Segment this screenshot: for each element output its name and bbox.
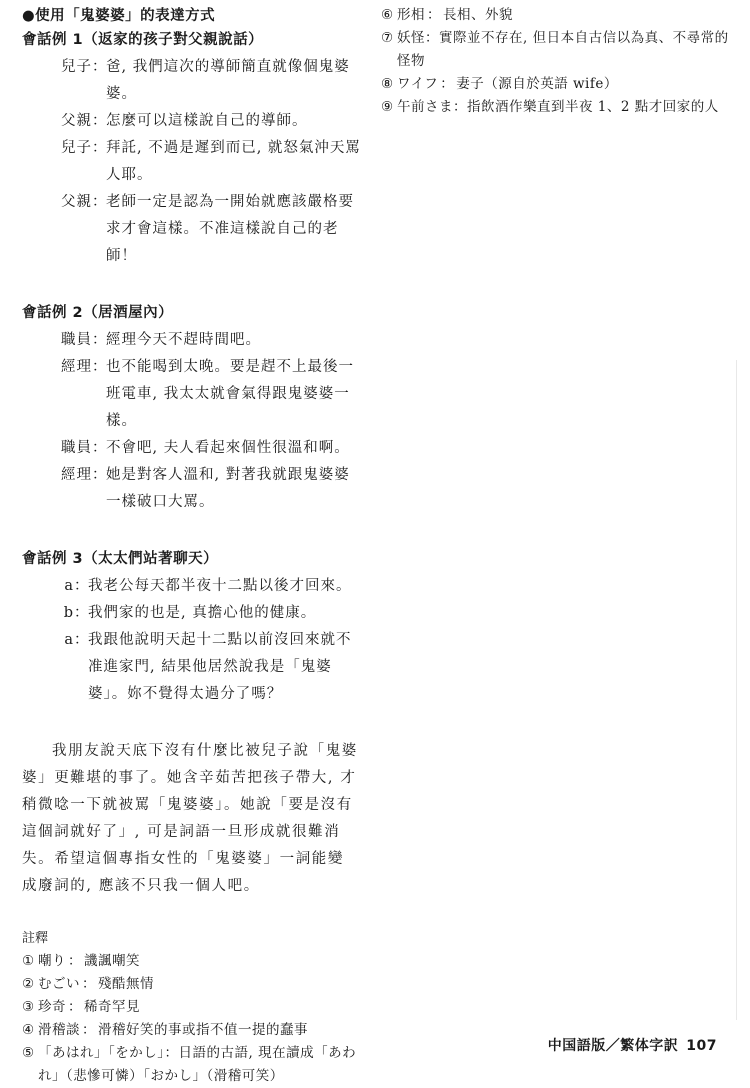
speaker: a <box>64 632 74 648</box>
note-definition: 譏諷嘲笑 <box>84 953 140 969</box>
colon: ： <box>92 140 108 156</box>
note-separator: ： <box>427 7 441 23</box>
utterance: 我老公每天都半夜十二點以後才回來。 <box>88 578 352 594</box>
notes-title: 註釋 <box>22 931 49 946</box>
example-2-dialogue <box>22 327 362 516</box>
note-item <box>381 73 731 96</box>
utterance: 我們家的也是, 真擔心他的健康。 <box>88 605 317 621</box>
note-number: ④ <box>22 1022 35 1038</box>
dialogue-line <box>22 462 362 516</box>
note-number: ③ <box>22 999 35 1015</box>
note-number: ⑥ <box>381 7 394 23</box>
speaker: 職員 <box>61 440 92 456</box>
note-term: 形相 <box>397 7 425 23</box>
utterance: 爸, 我們這次的導師簡直就像個鬼婆婆。 <box>106 59 350 102</box>
footer-label: 中国語版／繁体字訳 <box>547 1038 679 1054</box>
note-separator: ： <box>68 999 82 1015</box>
speaker: 經理 <box>61 359 92 375</box>
example-1-title: 會話例 1（返家的孩子對父親說話） <box>22 32 264 48</box>
utterance: 不會吧, 夫人看起來個性很溫和啊。 <box>106 440 350 456</box>
colon: ： <box>92 59 108 75</box>
example-2-title: 會話例 2（居酒屋內） <box>22 305 174 321</box>
note-number: ⑤ <box>22 1045 35 1061</box>
example-3-title: 會話例 3（太太們站著聊天） <box>22 551 219 567</box>
note-number: ② <box>22 976 35 992</box>
dialogue-line <box>22 327 362 354</box>
note-item <box>381 4 731 27</box>
speaker: 兒子 <box>61 59 92 75</box>
speaker: a <box>64 578 74 594</box>
colon: ： <box>74 632 90 648</box>
note-definition-block <box>397 27 731 73</box>
note-separator: ： <box>425 30 439 46</box>
page-footer <box>548 1035 717 1055</box>
speaker: 兒子 <box>61 140 92 156</box>
colon: ： <box>92 467 108 483</box>
speaker: 父親 <box>61 194 92 210</box>
page-number: 107 <box>686 1038 717 1054</box>
colon: ： <box>92 113 108 129</box>
colon: ： <box>92 359 108 375</box>
note-definition: 日語的古語, 現在讀成「あわれ」（悲慘可憐）「おかし」（滑稽可笑） <box>38 1045 357 1084</box>
right-column <box>381 4 731 119</box>
utterance: 怎麼可以這樣說自己的導師。 <box>106 113 308 129</box>
notes-list-right <box>381 4 731 119</box>
utterance: 她是對客人溫和, 對著我就跟鬼婆婆一樣破口大罵。 <box>106 467 350 510</box>
speaker: 父親 <box>61 113 92 129</box>
note-term: 午前さま <box>397 99 453 115</box>
note-term: ワイフ <box>397 76 439 92</box>
utterance: 老師一定是認為一開始就應該嚴格要求才會這樣。不准這樣說自己的老師！ <box>106 194 354 264</box>
note-term: 「あはれ」「をかし」 <box>38 1045 165 1061</box>
note-definition: 妻子（源自於英語 wife） <box>456 76 618 92</box>
left-column <box>22 4 362 1088</box>
note-item <box>381 27 731 73</box>
usage-heading: ●使用「鬼婆婆」的表達方式 <box>22 8 216 24</box>
note-separator: ： <box>68 953 82 969</box>
dialogue-line <box>22 135 362 189</box>
note-term: 滑稽談 <box>38 1022 80 1038</box>
dialogue-line <box>22 108 362 135</box>
note-number: ① <box>22 953 35 969</box>
example-3-dialogue <box>22 573 362 708</box>
note-separator: ： <box>82 1022 96 1038</box>
note-number: ⑦ <box>381 30 394 46</box>
note-item <box>22 950 362 973</box>
note-number: ⑨ <box>381 99 394 115</box>
note-item <box>381 96 731 119</box>
colon: ： <box>92 440 108 456</box>
note-separator: ： <box>453 99 467 115</box>
dialogue-line <box>22 627 362 708</box>
scan-line <box>736 360 737 1020</box>
note-definition: 滑稽好笑的事或指不值一提的蠢事 <box>98 1022 308 1038</box>
note-definition-block <box>397 96 731 119</box>
dialogue-line <box>22 600 362 627</box>
note-separator: ： <box>82 976 96 992</box>
speaker: 職員 <box>61 332 92 348</box>
note-term: 妖怪 <box>397 30 425 46</box>
body-paragraph: 我朋友說天底下沒有什麼比被兒子說「鬼婆婆」更難堪的事了。她含辛茹苦把孩子帶大, 才稍微唸一下就被罵「鬼婆婆」。她說「要是沒有這個詞就好了」, 可是詞語一旦形成就很難消失。希望這個專指女性的「鬼婆婆」一詞能變成廢詞的, 應該不只我一個人吧。 <box>22 743 358 894</box>
note-definition: 指飲酒作樂直到半夜 1、2 點才回家的人 <box>467 99 719 115</box>
utterance: 拜託, 不過是遲到而已, 就怒氣沖天罵人耶。 <box>106 140 361 183</box>
note-item <box>22 1019 362 1042</box>
dialogue-line <box>22 354 362 435</box>
note-item <box>22 1042 362 1088</box>
note-definition: 實際並不存在, 但日本自古信以為真、不尋常的怪物 <box>397 30 729 69</box>
example-1-dialogue <box>22 54 362 270</box>
note-item <box>22 996 362 1019</box>
note-separator: ： <box>164 1045 179 1061</box>
note-separator: ： <box>440 76 455 92</box>
utterance: 也不能喝到太晚。要是趕不上最後一班電車, 我太太就會氣得跟鬼婆婆一樣。 <box>106 359 354 429</box>
note-term: 嘲り <box>38 953 66 969</box>
dialogue-line <box>22 189 362 270</box>
colon: ： <box>92 194 108 210</box>
dialogue-line <box>22 573 362 600</box>
speaker: b <box>63 605 74 621</box>
utterance: 經理今天不趕時間吧。 <box>106 332 261 348</box>
speaker: 經理 <box>61 467 92 483</box>
utterance: 我跟他說明天起十二點以前沒回來就不准進家門, 結果他居然說我是「鬼婆婆」。妳不覺得太過分了嗎？ <box>88 632 352 702</box>
note-definition: 稀奇罕見 <box>84 999 140 1015</box>
colon: ： <box>74 605 90 621</box>
note-definition: 殘酷無情 <box>98 976 154 992</box>
colon: ： <box>92 332 108 348</box>
note-term: むごい <box>38 976 80 992</box>
notes-list-left <box>22 950 362 1088</box>
note-item <box>22 973 362 996</box>
note-number: ⑧ <box>381 76 394 92</box>
colon: ： <box>74 578 90 594</box>
note-definition: 長相、外貌 <box>443 7 513 23</box>
note-definition-block <box>38 1042 362 1088</box>
dialogue-line <box>22 54 362 108</box>
note-term: 珍奇 <box>38 999 66 1015</box>
dialogue-line <box>22 435 362 462</box>
